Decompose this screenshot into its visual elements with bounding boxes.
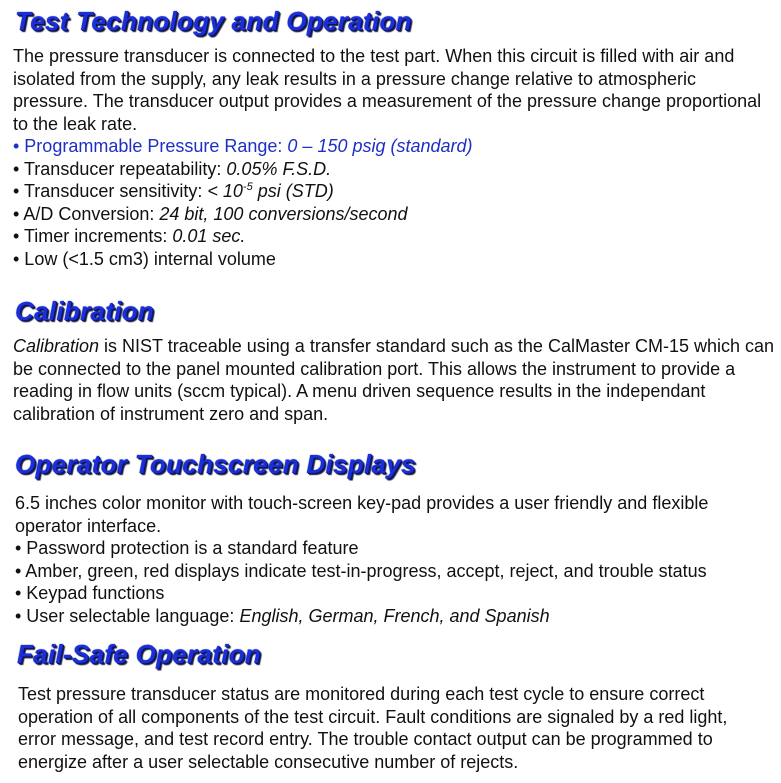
bullet-internal-volume xyxy=(13,248,473,271)
bullet-password xyxy=(15,537,707,560)
heading-calibration: Calibration xyxy=(15,296,155,326)
bullet-label: • Amber, green, red displays indicate test-in-progress, accept, reject, and trouble status xyxy=(15,560,707,581)
calibration-lead: Calibration xyxy=(13,336,100,356)
bullet-ad-conversion xyxy=(13,203,473,226)
bullet-repeatability xyxy=(13,158,473,181)
test-technology-bullets xyxy=(13,135,473,270)
bullet-sensitivity xyxy=(13,180,473,203)
bullet-value: English, German, French, and Spanish xyxy=(239,605,550,626)
bullet-label: • Programmable Pressure Range: xyxy=(13,136,288,156)
bullet-value: 0 – 150 psig (standard) xyxy=(287,136,473,156)
calibration-text: is NIST traceable using a transfer standard such as the CalMaster CM-15 which can be connected to the panel mounted calibration port. This allows the instrument to provide a reading in flow units (sccm typical). A menu driven sequence results in the independant calibration of instrument zero and span. xyxy=(13,336,775,424)
heading-touchscreen: Operator Touchscreen Displays xyxy=(15,449,416,479)
failsafe-paragraph: Test pressure transducer status are monitored during each test cycle to ensure correct operation of all components of the test circuit. Fault conditions are signaled by a red light, error message, and test record entry. The trouble contact output can be programmed to energize after a user selectable consecutive number of rejects. xyxy=(18,684,728,772)
bullet-displays xyxy=(15,560,707,583)
bullet-label: • Low (<1.5 cm3) internal volume xyxy=(13,248,276,269)
bullet-label: • User selectable language: xyxy=(15,605,240,626)
bullet-label: • Keypad functions xyxy=(15,583,165,603)
touchscreen-paragraph: 6.5 inches color monitor with touch-screen key-pad provides a user friendly and flexible operator interface. xyxy=(15,493,709,536)
bullet-value: 0.05% F.S.D. xyxy=(226,158,332,179)
bullet-label: • Transducer sensitivity: xyxy=(13,181,208,201)
bullet-value: < $10^{-5}$ psi (STD) xyxy=(207,181,334,201)
bullet-timer-increments xyxy=(13,225,473,248)
bullet-label: • Timer increments: xyxy=(13,226,173,246)
superscript: -5 xyxy=(242,181,253,193)
touchscreen-bullets xyxy=(15,537,707,627)
bullet-label: • Transducer repeatability: xyxy=(13,158,227,179)
bullet-keypad xyxy=(15,582,707,605)
bullet-label: • Password protection is a standard feature xyxy=(15,538,359,558)
bullet-label: • A/D Conversion: xyxy=(13,203,160,224)
bullet-language xyxy=(15,605,707,628)
bullet-pressure-range xyxy=(13,135,473,158)
heading-failsafe: Fail-Safe Operation xyxy=(17,639,262,669)
test-technology-paragraph: The pressure transducer is connected to the test part. When this circuit is filled with air and isolated from the supply, any leak results in a pressure change relative to atmospheric pressure. The transducer output provides a measurement of the pressure change proportional to the leak rate. xyxy=(13,46,762,134)
calibration-paragraph xyxy=(13,335,777,425)
heading-test-technology: Test Technology and Operation xyxy=(15,6,412,36)
bullet-value: 24 bit, 100 conversions/second xyxy=(159,203,408,224)
bullet-value: 0.01 sec. xyxy=(172,226,246,246)
